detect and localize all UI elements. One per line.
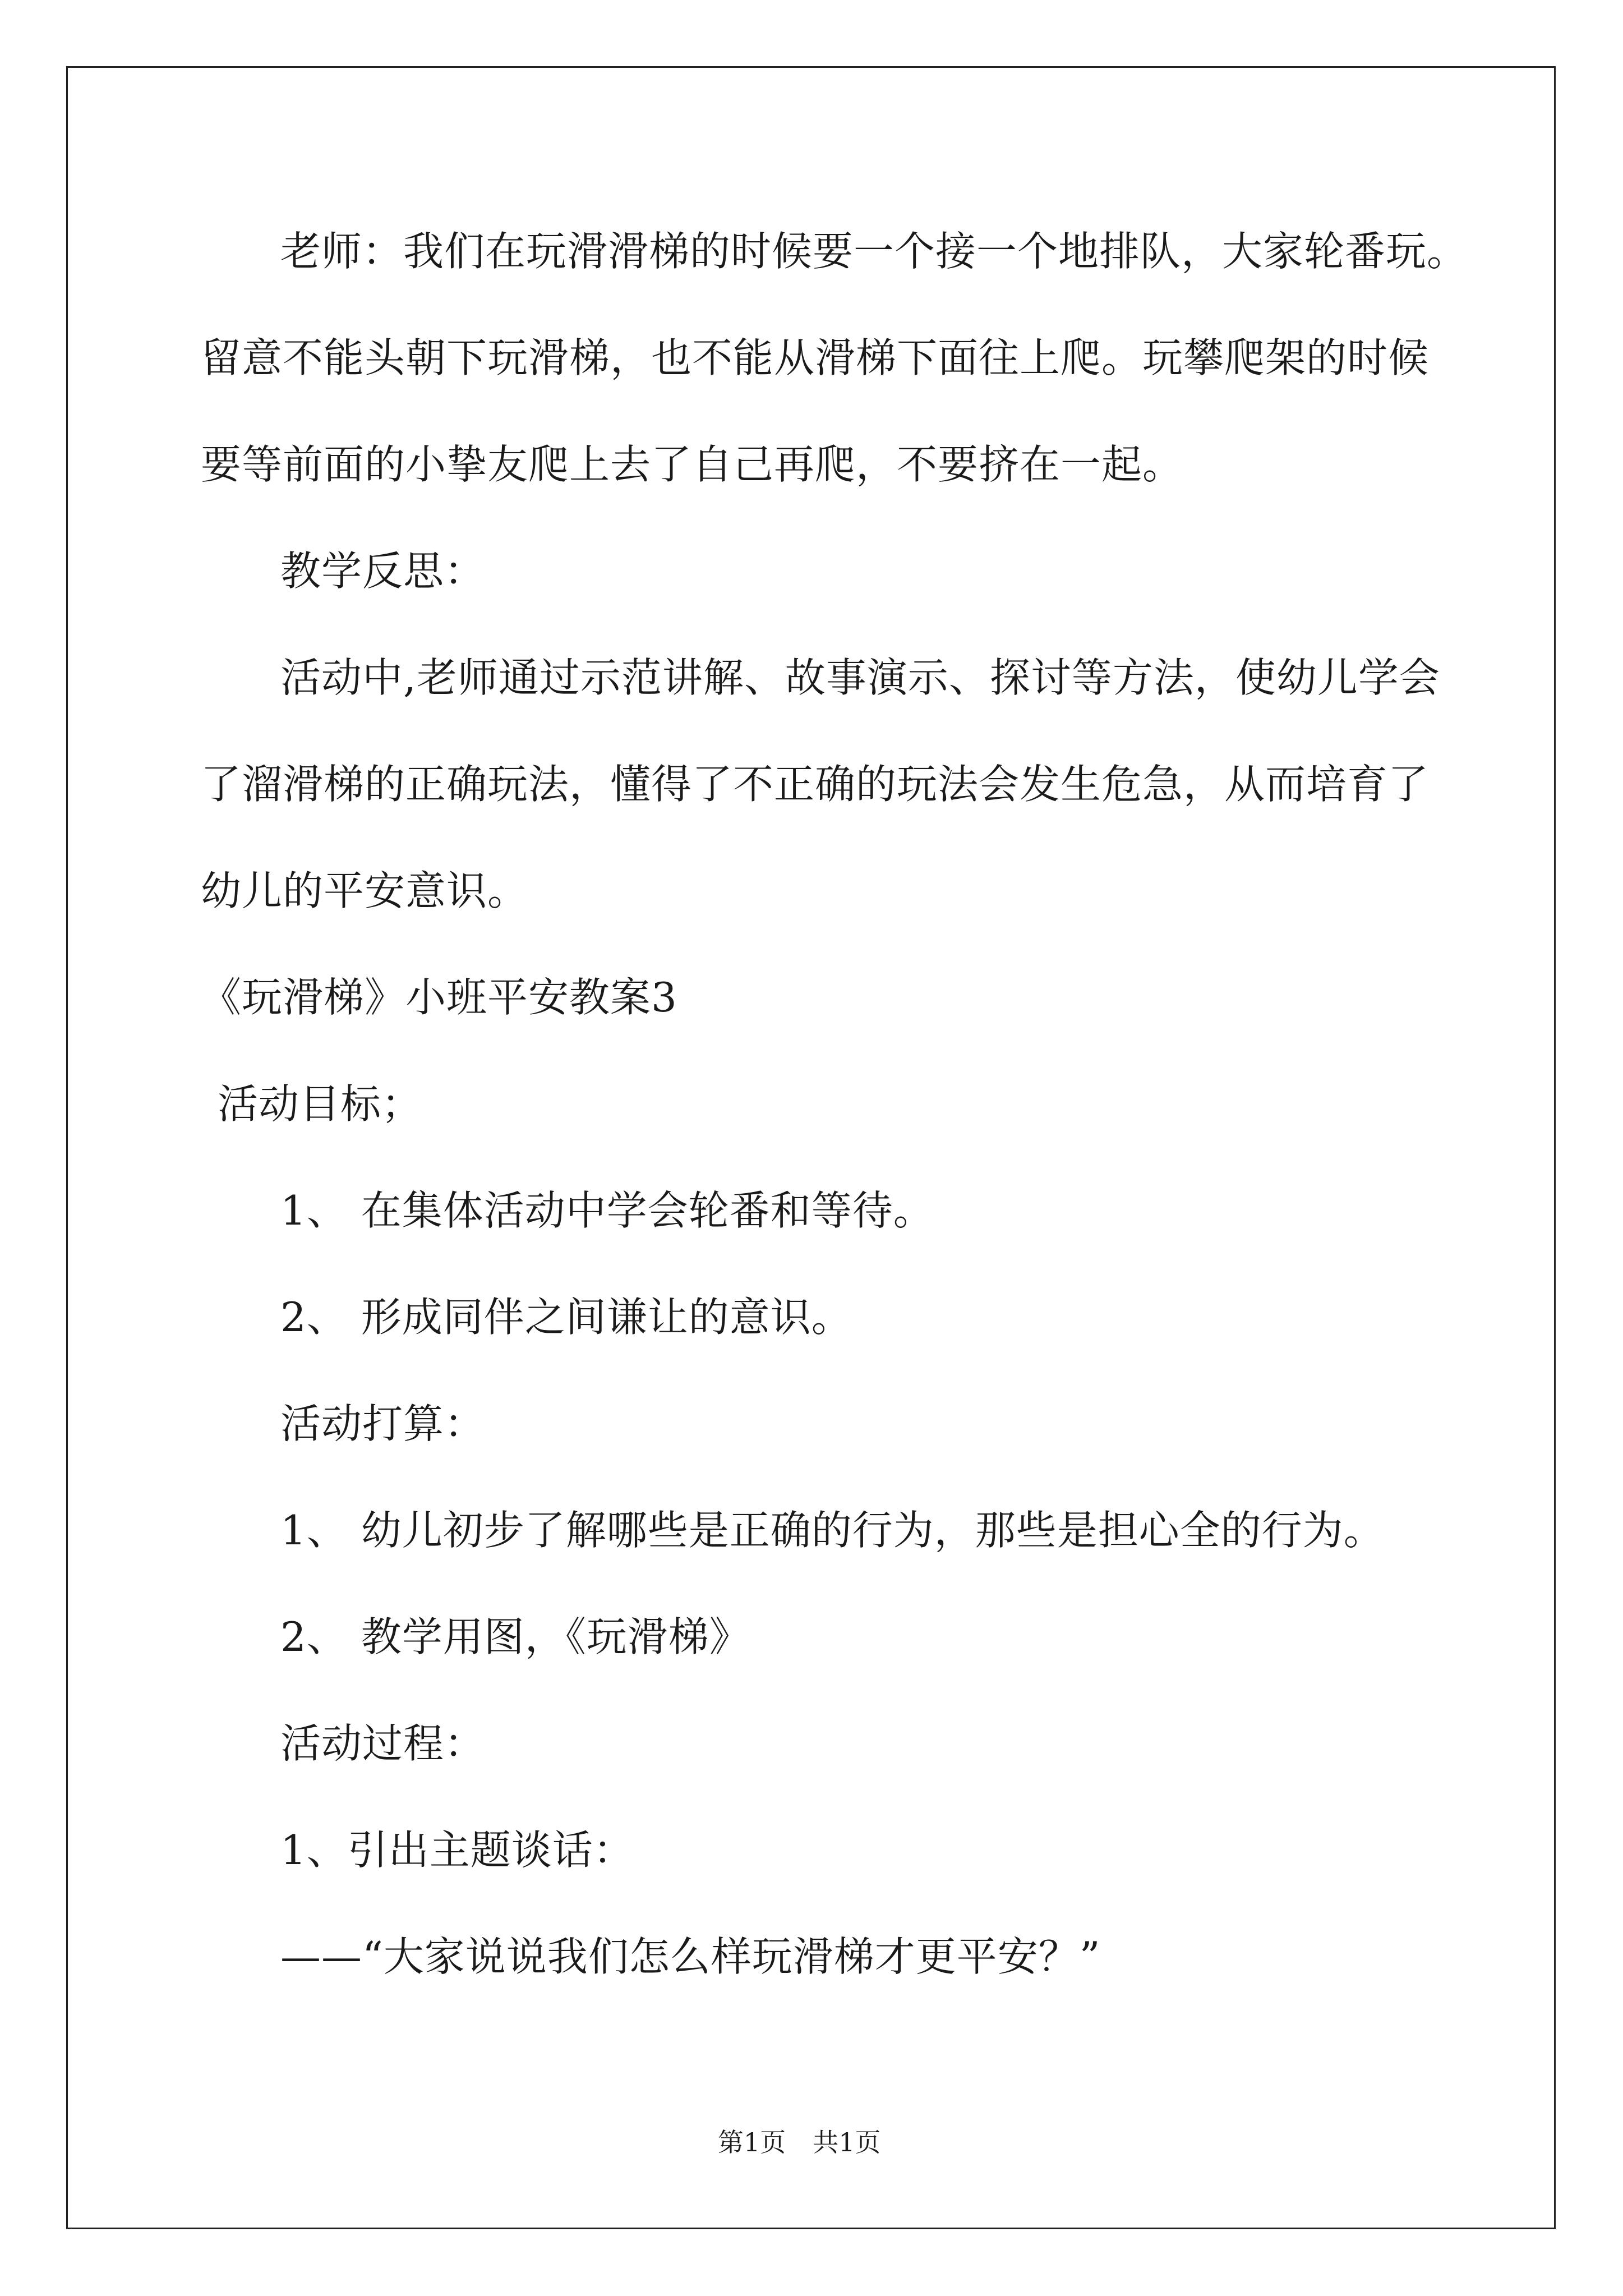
quote-line: ——“大家说说我们怎么样玩滑梯才更平安？” [280,1933,1101,1980]
document-title: 《玩滑梯》小班平安教案3 [201,974,677,1021]
section-heading: 活动过程： [280,1720,486,1767]
section-heading: 活动打算： [280,1400,486,1447]
paragraph-line: 老师：我们在玩滑滑梯的时候要一个接一个地排队，大家轮番玩。 [280,228,1468,275]
paragraph-line: 了溜滑梯的正确玩法，懂得了不正确的玩法会发生危急，从而培育了 [201,761,1430,808]
list-item: 1、引出主题谈话： [280,1826,634,1874]
list-item: 2、 教学用图，《玩滑梯》 [280,1613,750,1660]
list-item: 2、 形成同伴之间谦让的意识。 [280,1294,852,1341]
page-footer [718,2129,881,2155]
page-border [66,66,1556,2229]
section-heading: 活动目标； [218,1080,423,1128]
list-item: 1、 在集体活动中学会轮番和等待。 [280,1187,934,1234]
paragraph-line: 活动中,老师通过示范讲解、故事演示、探讨等方法，使幼儿学会 [280,654,1440,701]
paragraph-line: 幼儿的平安意识。 [201,867,529,914]
section-heading: 教学反思： [280,547,486,595]
page-number: 第1页 [718,2127,786,2157]
paragraph-line: 留意不能头朝下玩滑梯，也不能从滑梯下面往上爬。玩攀爬架的时候 [201,334,1430,381]
paragraph-line: 要等前面的小挚友爬上去了自己再爬，不要挤在一起。 [201,441,1184,488]
page-total: 共1页 [813,2127,881,2157]
list-item: 1、 幼儿初步了解哪些是正确的行为，那些是担心全的行为。 [280,1507,1385,1554]
